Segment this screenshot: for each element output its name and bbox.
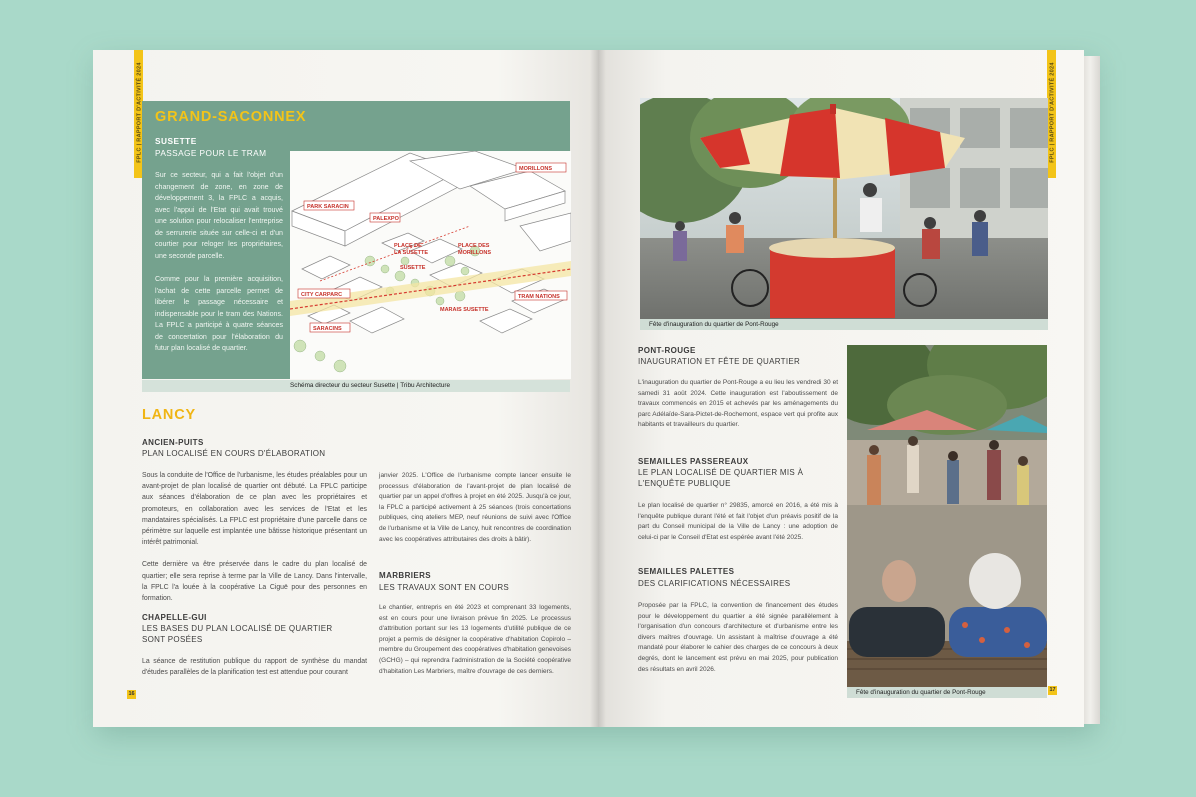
plan-label: PARK SARACIN	[307, 204, 349, 210]
photo-carousel	[640, 98, 1048, 319]
subsection-subtitle-ancien-puits: PLAN LOCALISÉ EN COURS D'ÉLABORATION	[142, 449, 326, 458]
ancien-puits-text	[142, 470, 367, 615]
side-tab-right	[1047, 50, 1056, 178]
page-number-right: 17	[1049, 687, 1056, 693]
subsection-subtitle-pont-rouge: INAUGURATION ET FÊTE DE QUARTIER	[638, 357, 801, 366]
plan-label: SARACINS	[313, 326, 342, 332]
susette-paragraph-2: Comme pour la première acquisition, l'achat de cette parcelle permet de libérer le passage nécessaire et indispensable pour le tram des Nations. La FPLC a participé à quatre séances de concertation pour l'élaboration du futur plan localisé de quartier.	[155, 275, 283, 352]
plan-label: CITY CARPARC	[301, 292, 343, 298]
plan-label: MARAIS SUSETTE	[440, 307, 489, 313]
chapelle-gui-continued-text	[379, 471, 571, 556]
plan-label: LA SUSETTE	[394, 250, 429, 256]
subsection-title-marbriers: MARBRIERS	[379, 571, 432, 580]
susette-paragraph-1: Sur ce secteur, qui a fait l'objet d'un changement de zone, en zone de développement 3, la FPLC a acquis, avec l'appui de l'Etat qui avait trouvé une solution pour relocaliser l'entreprise de serrurerie située sur celle-ci et d'un courtier pour reloger les propriétaires, une seconde parcelle.	[155, 171, 283, 260]
subsection-subtitle-semailles-passereaux: LE PLAN LOCALISÉ DE QUARTIER MIS À L'ENQUÊTE PUBLIQUE	[638, 468, 804, 488]
subsection-title-chapelle-gui: CHAPELLE-GUI	[142, 613, 207, 622]
chapelle-gui-paragraph-1: La séance de restitution publique du rapport de synthèse du mandat d'études parallèles de la planification test est attendue pour courant	[142, 658, 367, 677]
chapelle-gui-paragraph-2: janvier 2025. L'Office de l'urbanisme compte lancer ensuite le processus d'élaboration de l'avant-projet de plan localisé de quartier par un appel d'offres à projet en été 2025. Jusqu'à ce jour, la FPLC a participé activement à 25 séances (trois concertations publiques, cinq ateliers MEP, neuf réunions de suivi avec l'Office de l'urbanisme et la Ville de Lancy, huit rencontres de coordination avec les coopératives attributaires des droits à bâtir).	[379, 472, 571, 543]
susette-text	[155, 170, 283, 367]
plan-label: PLACE DE	[394, 243, 422, 249]
ancien-puits-paragraph-1: Sous la conduite de l'Office de l'urbanisme, les études préalables pour un avant-projet de plan localisé de quartier ont débuté. La FPLC participe aux séances d'élaboration de ce plan avec les propriétaires et promoteurs, en collaboration avec les services de l'Etat et les mandataires spécialisés. La FPLC est propriétaire d'une parcelle dans ce périmètre sur laquelle est implantée une bâtisse historique présentant un intérêt patrimonial.	[142, 472, 367, 547]
semailles-passereaux-text	[638, 501, 838, 554]
spine-shadow	[590, 50, 606, 727]
semailles-palettes-paragraph-1: Proposée par la FPLC, la convention de financement des études pour le développement du quartier a été signée parallèlement à l'organisation d'un concours d'architecture et d'urbanisme entre les divers maîtres d'ouvrage. Un assistant à maîtrise d'ouvrage a été mandaté pour élaborer le cahier des charges de ce concours à deux degrés, dont le lancement est prévu en mai 2025, pour publication des résultats en avril 2026.	[638, 602, 838, 673]
subsection-title-ancien-puits: ANCIEN-PUITS	[142, 438, 204, 447]
subsection-subtitle-marbriers: LES TRAVAUX SONT EN COURS	[379, 583, 510, 592]
page-number-left: 16	[128, 691, 135, 697]
pont-rouge-text	[638, 378, 838, 442]
marbriers-paragraph-1: Le chantier, entrepris en été 2023 et comprenant 33 logements, est en cours pour une livraison prévue fin 2025. Le processus d'attribution portant sur les 13 logements d'utilité publique de ce projet a permis de désigner la coopérative d'habitation Copirolo – membre du Groupement des coopératives d'habitation genevoises (GCHG) – qui reprendra l'administration de la Société coopérative d'habitation Les Marbriers, maître d'ouvrage de ces derniers.	[379, 604, 571, 675]
subsection-title-susette: SUSETTE	[155, 136, 197, 146]
photo-caption-2: Fête d'inauguration du quartier de Pont-Rouge	[847, 687, 1047, 698]
pont-rouge-paragraph-1: L'inauguration du quartier de Pont-Rouge a eu lieu les vendredi 30 et samedi 31 août 2024. Cette inauguration est l'aboutissement de travaux commencés en 2015 et achevés par les aménagements du parc Adélaïde-Sara-Pictet-de-Rochemont, espace vert qui profite aux habitants et travailleurs du quartier.	[638, 379, 838, 429]
chapelle-gui-text	[142, 656, 367, 689]
plan-label: SUSETTE	[400, 265, 426, 271]
subsection-subtitle-semailles-palettes: DES CLARIFICATIONS NÉCESSAIRES	[638, 579, 791, 588]
photo-caption-1: Fête d'inauguration du quartier de Pont-Rouge	[640, 319, 1048, 330]
photo-festival-crowd	[847, 345, 1047, 687]
plan-label: PLACE DES	[458, 243, 490, 249]
plan-label: TRAM NATIONS	[518, 294, 560, 300]
plan-label: MORILLONS	[458, 250, 491, 256]
plan-caption: Schéma directeur du secteur Susette | Tribu Architecture	[290, 382, 451, 389]
page-stack-edge	[1084, 56, 1100, 724]
subsection-subtitle-chapelle-gui: LES BASES DU PLAN LOCALISÉ DE QUARTIER SONT POSÉES	[142, 624, 333, 644]
section-title-lancy: LANCY	[142, 407, 196, 423]
plan-label: PALEXPO	[373, 216, 399, 222]
subsection-title-semailles-palettes: SEMAILLES PALETTES	[638, 567, 735, 576]
ancien-puits-paragraph-2: Cette dernière va être préservée dans le cadre du plan localisé de quartier; elle sera reprise à terme par la Ville de Lancy. Dans l'intervalle, la FPLC l'a louée à la coopérative La Ciguë pour des personnes en formation.	[142, 561, 367, 603]
plan-label: MORILLONS	[519, 166, 552, 172]
side-tab-text: FPLC | RAPPORT D'ACTIVITÉ 2024	[1049, 62, 1056, 163]
marbriers-text	[379, 603, 571, 688]
semailles-palettes-text	[638, 601, 838, 686]
subsection-title-pont-rouge: PONT-ROUGE	[638, 346, 696, 355]
subsection-title-semailles-passereaux: SEMAILLES PASSEREAUX	[638, 457, 749, 466]
semailles-passereaux-paragraph-1: Le plan localisé de quartier n° 29835, amorcé en 2016, a été mis à l'enquête publique durant l'été et fait l'objet d'un préavis positif de la part du Conseil municipal de la Ville de Lancy : une adoption de celui-ci par le Conseil d'Etat est espérée avant l'été 2025.	[638, 502, 838, 541]
subsection-subtitle-susette: PASSAGE POUR LE TRAM	[155, 148, 267, 158]
master-plan-drawing	[290, 151, 571, 379]
plan-caption-bar	[142, 380, 570, 392]
side-tab-text: FPLC | RAPPORT D'ACTIVITÉ 2024	[136, 62, 143, 163]
section-title-grand-saconnex: GRAND-SACONNEX	[155, 109, 307, 125]
